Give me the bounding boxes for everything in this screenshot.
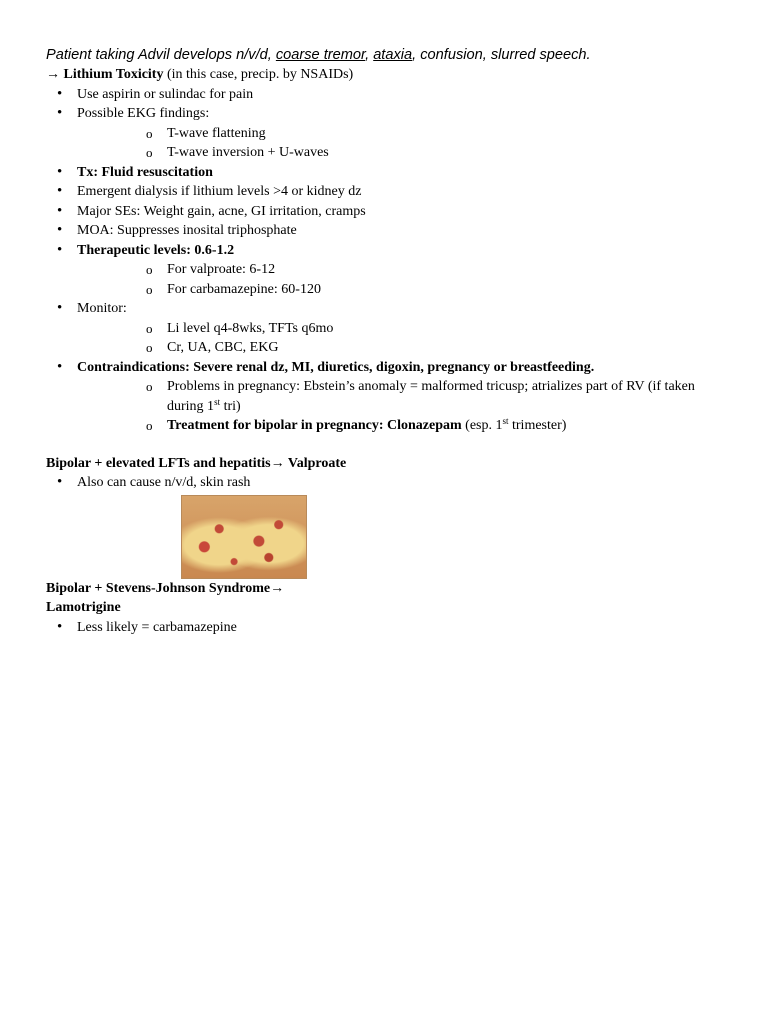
superscript: st [502,416,509,426]
list-item [46,85,726,105]
pregnancy-problems-text: Problems in pregnancy: Ebstein’s anomaly = malformed tricusp; atrializes part of RV (if taken during 1 [167,379,695,414]
arrow-icon: → [46,67,60,82]
arrow-icon: → [270,580,285,596]
pregnancy-treatment-text: (esp. 1 [461,418,503,433]
case-intro [46,46,726,65]
bullet-text: Monitor: [77,301,127,316]
sub-list [77,124,726,163]
pregnancy-treatment-bold: Treatment for bipolar in pregnancy: Clonazepam [167,418,462,433]
valproate-heading [46,454,726,474]
sub-list [77,319,726,358]
sub-list-item: o For valproate: 6-12 [77,260,726,280]
sub-list [77,377,726,436]
bullet-text: Possible EKG findings: [77,106,210,121]
list-item [46,104,726,163]
list-item [46,299,726,358]
bullet-text-bold: Tx: Fluid resuscitation [77,164,213,180]
sub-list-item: o Li level q4-8wks, TFTs q6mo [77,319,726,339]
lamotrigine-drug: Lamotrigine [46,600,121,615]
rash-on-palms-photo [181,495,307,579]
sub-list-item: o T-wave inversion + U-waves [77,143,726,163]
sub-list-item [77,416,726,436]
valproate-heading-text: Bipolar + elevated LFTs and hepatitis [46,455,271,471]
sub-list-item: o T-wave flattening [77,124,726,144]
arrow-icon: → [270,455,285,471]
sub-list-item: o For carbamazepine: 60-120 [77,280,726,300]
list-item [46,202,726,222]
notes-page [46,46,726,637]
sub-list-item [77,377,726,416]
lithium-bullets [46,85,726,436]
lamotrigine-bullets [46,618,726,638]
intro-lead: Patient taking Advil develops n/v/d, [46,47,276,63]
pregnancy-problems-tail: tri) [220,398,241,414]
lithium-title: Lithium Toxicity [63,67,164,82]
list-item: • Also can cause n/v/d, skin rash [46,473,726,493]
bullet-text-bold: Contraindications: Severe renal dz, MI, diuretics, digoxin, pregnancy or breastfeeding. [77,359,595,375]
list-item [46,241,726,300]
bullet-text-bold: Therapeutic levels: 0.6-1.2 [77,242,235,258]
spacer [46,436,726,454]
bullet-text: Emergent dialysis if lithium levels >4 or kidney dz [77,184,362,199]
intro-tail: , confusion, slurred speech. [412,47,591,63]
list-item [46,358,726,436]
sub-list-item: o Cr, UA, CBC, EKG [77,338,726,358]
lithium-note: (in this case, precip. by NSAIDs) [163,67,354,82]
pregnancy-treatment-tail: trimester) [508,418,567,433]
list-item: • Less likely = carbamazepine [46,618,726,638]
list-item [46,163,726,183]
valproate-drug: Valproate [284,455,347,471]
bullet-text: MOA: Suppresses inosital triphosphate [77,223,297,238]
lamotrigine-heading [46,579,726,618]
intro-separator: , [365,47,374,63]
bullet-text: Use aspirin or sulindac for pain [77,86,254,102]
list-item [46,221,726,241]
valproate-bullets [46,473,726,493]
intro-coarse-tremor: coarse tremor [275,47,366,63]
intro-ataxia: ataxia [373,47,413,63]
lithium-heading [46,65,726,85]
list-item [46,182,726,202]
sub-list [77,260,726,299]
bullet-text: Major SEs: Weight gain, acne, GI irritation, cramps [77,203,366,219]
lamotrigine-heading-text: Bipolar + Stevens-Johnson Syndrome [46,580,271,596]
superscript: st [214,396,221,407]
